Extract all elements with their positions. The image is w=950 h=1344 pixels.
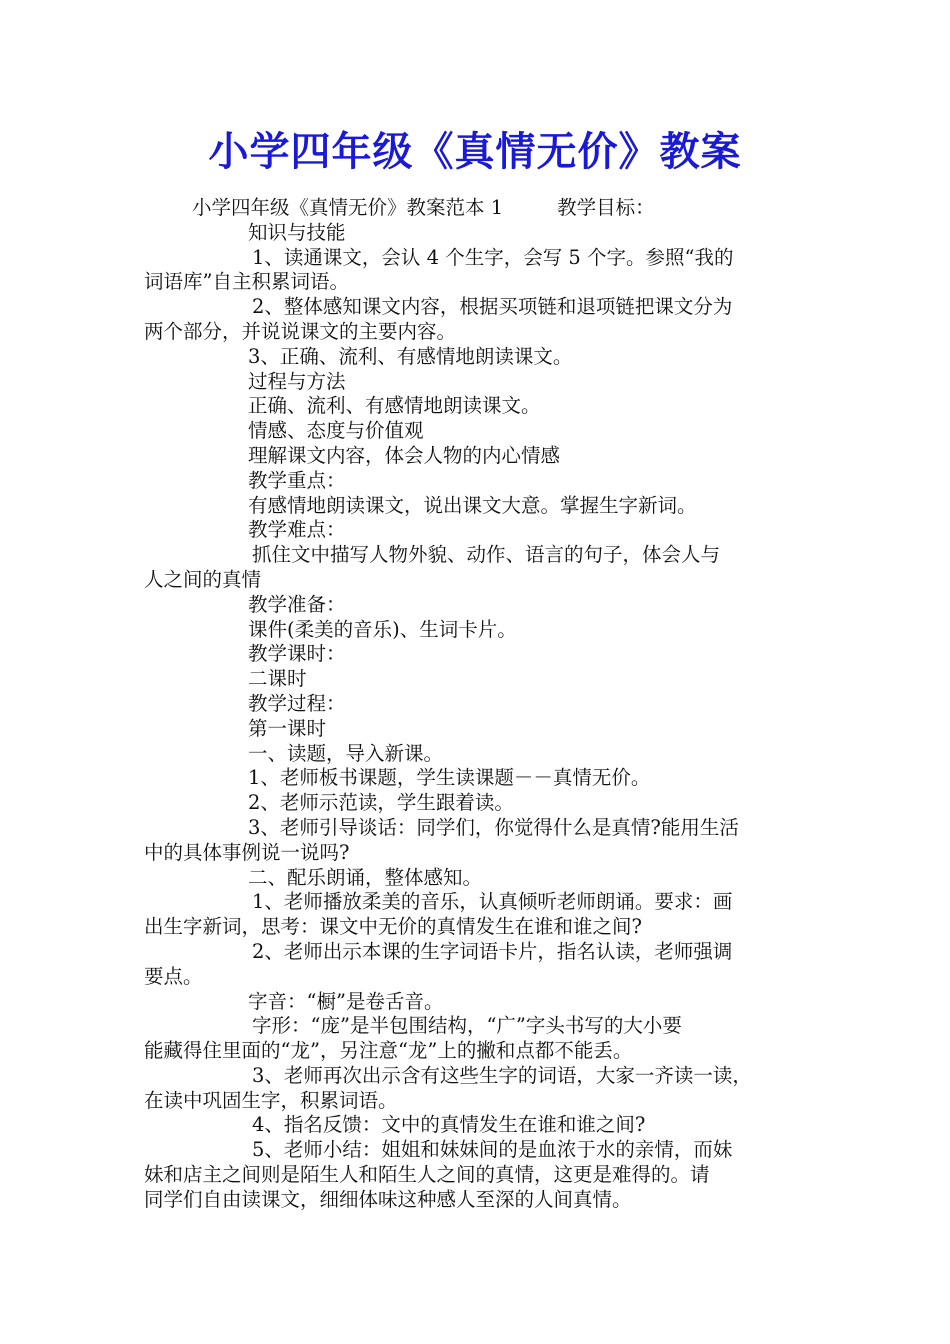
text-line-content: 2、老师示范读，学生跟着读。 [248,791,514,815]
text-line [144,866,812,891]
text-line-content: 过程与方法 [248,369,346,393]
text-line-content: 人之间的真情 [144,567,262,591]
text-line-content: 两个部分，并说说课文的主要内容。 [144,319,457,343]
text-line [144,618,812,643]
text-line-content: 有感情地朗读课文，说出课文大意。掌握生字新词。 [248,493,697,517]
text-line-content: 同学们自由读课文，细细体味这种感人至深的人间真情。 [144,1187,632,1211]
text-line [144,1138,812,1163]
text-line-content: 在读中巩固生字，积累词语。 [144,1088,398,1112]
text-line [144,394,812,419]
text-line-content: 妹和店主之间则是陌生人和陌生人之间的真情，这更是难得的。请 [144,1163,710,1187]
text-line [144,518,812,543]
text-line-content: 教学重点： [248,468,346,492]
text-line [144,370,812,395]
text-line-content: 1、老师板书课题，学生读课题－－真情无价。 [248,766,651,790]
text-line-tail: 教学目标： [557,196,655,219]
text-line [144,667,812,692]
text-line-content: 能藏得住里面的“龙”，另注意“龙”上的撇和点都不能丢。 [144,1039,633,1063]
text-line-content: 1、老师播放柔美的音乐，认真倾听老师朗诵。要求：画 [252,890,733,914]
text-line-content: 词语库”自主积累词语。 [144,270,349,294]
text-line [144,593,812,618]
text-line-content: 字形：“庞”是半包围结构，“广”字头书写的大小要 [252,1014,682,1038]
text-line [144,295,812,320]
text-line [144,742,812,767]
text-line-content: 2、老师出示本课的生字词语卡片，指名认读，老师强调 [252,939,733,963]
text-line-content: 二、配乐朗诵，整体感知。 [248,865,483,889]
text-line-content: 抓住文中描写人物外貌、动作、语言的句子，体会人与 [252,543,721,567]
text-line [144,1163,812,1188]
text-line [144,1188,812,1213]
text-line [144,915,812,940]
text-line [144,940,812,965]
text-line [144,320,812,345]
text-line-content: 课件(柔美的音乐)、生词卡片。 [248,617,517,641]
text-line [144,1064,812,1089]
text-line-content: 出生字新词，思考：课文中无价的真情发生在谁和谁之间? [144,915,642,939]
text-line [144,543,812,568]
text-line [144,221,812,246]
text-line [144,766,812,791]
text-line [144,692,812,717]
text-line [144,469,812,494]
text-line [144,1089,812,1114]
text-line-content: 4、指名反馈：文中的真情发生在谁和谁之间? [252,1113,646,1137]
text-line [144,642,812,667]
text-line [144,568,812,593]
text-line-content: 理解课文内容，体会人物的内心情感 [248,443,561,467]
text-line [144,1039,812,1064]
text-line [144,494,812,519]
text-line-content: 教学准备： [248,592,346,616]
text-line [144,791,812,816]
text-line-content: 3、老师再次出示含有这些生字的词语，大家一齐读一读， [252,1063,752,1087]
text-line-content: 2、整体感知课文内容，根据买项链和退项链把课文分为 [252,295,733,319]
text-line-content: 教学过程： [248,691,346,715]
text-line-content: 1、读通课文，会认 4 个生字，会写 5 个字。参照“我的 [252,245,734,269]
text-line-content: 正确、流利、有感情地朗读课文。 [248,394,541,418]
text-line-content: 第一课时 [248,716,327,740]
text-line-content: 二课时 [248,667,307,691]
text-line [144,990,812,1015]
text-line [144,1113,812,1138]
text-line-content: 教学课时： [248,642,346,666]
text-line [144,270,812,295]
text-line-content: 要点。 [144,964,203,988]
text-line [144,419,812,444]
text-line-content: 教学难点： [248,518,346,542]
text-line [144,345,812,370]
text-line-content: 5、老师小结：姐姐和妹妹间的是血浓于水的亲情，而妹 [252,1138,733,1162]
text-line [144,965,812,990]
text-line-content: 3、正确、流利、有感情地朗读课文。 [248,344,573,368]
text-line [144,890,812,915]
text-line-content: 中的具体事例说一说吗? [144,840,350,864]
text-line-content: 一、读题，导入新课。 [248,741,444,765]
text-line [144,444,812,469]
text-line [144,196,812,221]
document-body [144,196,812,1213]
text-line [144,1014,812,1039]
text-line [144,246,812,271]
text-line-content: 知识与技能 [248,220,346,244]
text-line-content: 3、老师引导谈话：同学们，你觉得什么是真情?能用生活 [248,815,739,839]
text-line-content: 小学四年级《真情无价》教案范本 1 [192,196,504,219]
text-line-content: 字音：“橱”是卷舌音。 [248,989,444,1013]
text-line [144,717,812,742]
text-line [144,841,812,866]
document-title: 小学四年级《真情无价》教案 [208,128,742,175]
text-line [144,816,812,841]
text-line-content: 情感、态度与价值观 [248,419,424,443]
